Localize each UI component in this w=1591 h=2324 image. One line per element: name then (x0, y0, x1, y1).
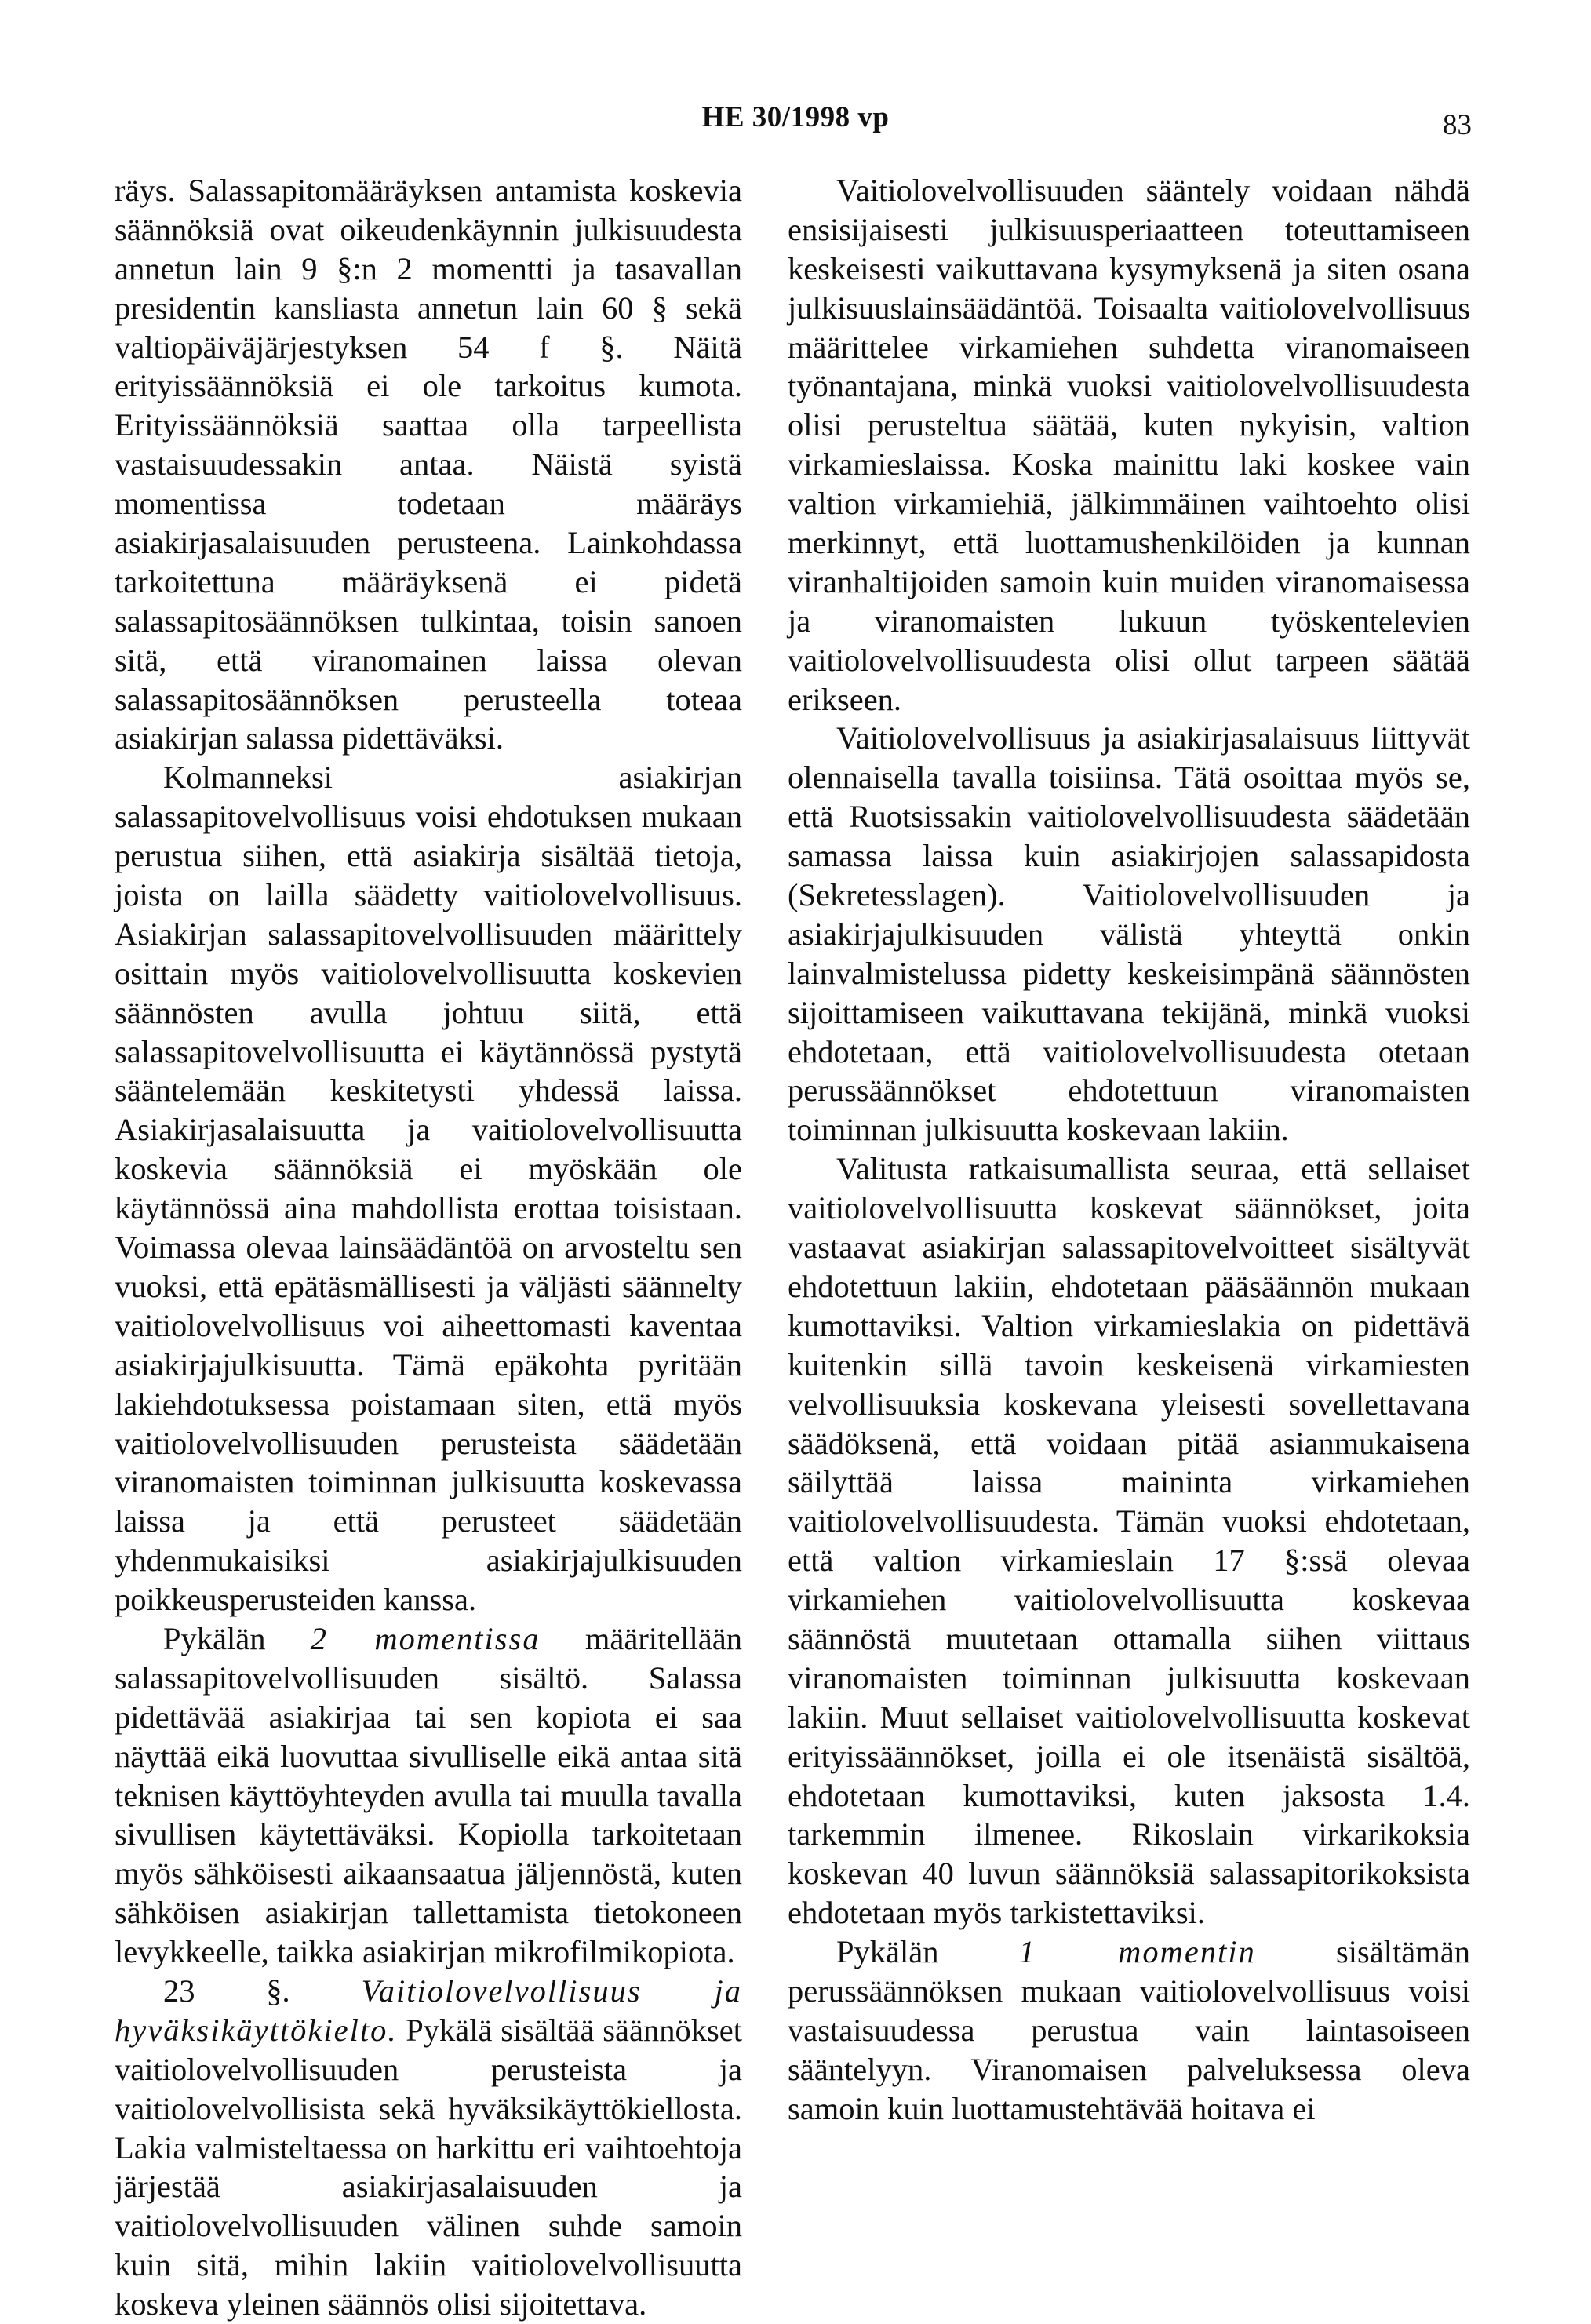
emphasis-text: 2 momentissa (310, 1620, 541, 1656)
emphasis-text: 1 momentin (1018, 1934, 1256, 1970)
right-column (788, 171, 1470, 2129)
document-title: HE 30/1998 vp (701, 101, 890, 133)
paragraph-lead: Pykälän (163, 1620, 311, 1656)
paragraph: Vaitiolovelvollisuuden sääntely voidaan nähdä ensisijaisesti julkisuusperiaatteen toteuttamiseen keskeisesti vaikuttavana kysymyksenä ja siten osana julkisuuslainsäädäntöä. Toisaalta vaitiolovelvollisuus määrittelee virkamiehen suhdetta viranomaiseen työnantajana, minkä vuoksi vaitiolovelvollisuudesta olisi perusteltua säätää, kuten nykyisin, valtion virkamieslaissa. Koska mainittu laki koskee vain valtion virkamiehiä, jälkimmäinen vaihtoehto olisi merkinnyt, että luottamushenkilöiden ja kunnan viranhaltijoiden samoin kuin muiden viranomaisessa ja viranomaisten lukuun työskentelevien vaitiolovelvollisuudesta olisi ollut tarpeen säätää erikseen. (788, 173, 1470, 717)
paragraph-lead: Pykälän (836, 1934, 1019, 1970)
paragraph-body: Pykälä sisältää säännökset vaitiolovelvollisuuden perusteista ja vaitiolovelvollisista sekä hyväksikäyttökiellosta. Lakia valmisteltaessa on harkittu eri vaihtoehtoja järjestää asiakirjasalaisuuden ja vaitiolovelvollisuuden välinen suhde samoin kuin sitä, mihin lakiin vaitiolovelvollisuutta koskeva yleinen säännös olisi sijoitettava. (115, 2012, 742, 2322)
section-heading: Vaitiolovelvollisuus ja hyväksikäyttökielto. (115, 1972, 742, 2048)
paragraph-body: määritellään salassapitovelvollisuuden sisältö. Salassa pidettävää asiakirjaa tai sen kopiota ei saa näyttää eikä luovuttaa sivulliselle eikä antaa sitä teknisen käyttöyhteyden avulla tai muulla tavalla sivullisen käytettäväksi. Kopiolla tarkoitetaan myös sähköisesti aikaansaatua jäljennöstä, kuten sähköisen asiakirjan tallettamista tietokoneen levykkeelle, taikka asiakirjan mikrofilmikopiota. (115, 1620, 742, 1970)
paragraph (115, 1619, 742, 1972)
paragraph: Valitusta ratkaisumallista seuraa, että sellaiset vaitiolovelvollisuutta koskevat säännökset, joita vastaavat asiakirjan salassapitovelvoitteet sisältyvät ehdotettuun lakiin, ehdotetaan pääsäännön mukaan kumottaviksi. Valtion virkamieslakia on pidettävä kuitenkin sillä tavoin keskeisenä virkamiesten velvollisuuksia koskevana yleisesti sovellettavana säädöksenä, että voidaan pitää asianmukaisena säilyttää laissa maininta virkamiehen vaitiolovelvollisuudesta. Tämän vuoksi ehdotetaan, että valtion virkamieslain 17 §:ssä olevaa virkamiehen vaitiolovelvollisuutta koskevaa säännöstä muutetaan ottamalla siihen viittaus viranomaisten toiminnan julkisuutta koskevaan lakiin. Muut sellaiset vaitiolovelvollisuutta koskevat erityissäännökset, joilla ei ole itsenäistä sisältöä, ehdotetaan kumottaviksi, kuten jaksosta 1.4. tarkemmin ilmenee. Rikoslain virkarikoksia koskevan 40 luvun säännöksiä salassapitorikoksista ehdotetaan myös tarkistettaviksi. (788, 1151, 1470, 1931)
paragraph: räys. Salassapitomääräyksen antamista koskevia säännöksiä ovat oikeudenkäynnin julkisuudesta annetun lain 9 §:n 2 momentti ja tasavallan presidentin kansliasta annetun lain 60 § sekä valtiopäiväjärjestyksen 54 f §. Näitä erityissäännöksiä ei ole tarkoitus kumota. Erityissäännöksiä saattaa olla tarpeellista vastaisuudessakin antaa. Näistä syistä momentissa todetaan määräys asiakirjasalaisuuden perusteena. Lainkohdassa tarkoitettuna määräyksenä ei pidetä salassapitosäännöksen tulkintaa, toisin sanoen sitä, että viranomainen laissa olevan salassapitosäännöksen perusteella toteaa asiakirjan salassa pidettäväksi. (115, 173, 742, 756)
paragraph (115, 1972, 742, 2324)
left-column (115, 171, 742, 2324)
paragraph-body: sisältämän perussäännöksen mukaan vaitiolovelvollisuus voisi vastaisuudessa perustua vain laintasoiseen sääntelyyn. Viranomaisen palveluksessa oleva samoin kuin luottamustehtävää hoitava ei (788, 1934, 1470, 2126)
page-number: 83 (1443, 109, 1472, 141)
paragraph (788, 1932, 1470, 2128)
paragraph: Vaitiolovelvollisuus ja asiakirjasalaisuus liittyvät olennaisella tavalla toisiinsa. Tätä osoittaa myös se, että Ruotsissakin vaitiolovelvollisuudesta säädetään samassa laissa kuin asiakirjojen salassapidosta (Sekretesslagen). Vaitiolovelvollisuuden ja asiakirjajulkisuuden välistä yhteyttä onkin lainvalmistelussa pidetty keskeisimpänä säännösten sijoittamiseen vaikuttavana tekijänä, minkä vuoksi ehdotetaan, että vaitiolovelvollisuudesta otetaan perussäännökset ehdotettuun viranomaisten toiminnan julkisuutta koskevaan lakiin. (788, 720, 1470, 1148)
paragraph: Kolmanneksi asiakirjan salassapitovelvollisuus voisi ehdotuksen mukaan perustua siihen, että asiakirja sisältää tietoja, joista on lailla säädetty vaitiolovelvollisuus. Asiakirjan salassapitovelvollisuuden määrittely osittain myös vaitiolovelvollisuutta koskevien säännösten avulla johtuu siitä, että salassapitovelvollisuutta ei käytännössä pystytä sääntelemään keskitetysti yhdessä laissa. Asiakirjasalaisuutta ja vaitiolovelvollisuutta koskevia säännöksiä ei myöskään ole käytännössä aina mahdollista erottaa toisistaan. Voimassa olevaa lainsäädäntöä on arvosteltu sen vuoksi, että epätäsmällisesti ja väljästi säännelty vaitiolovelvollisuus voi aiheettomasti kaventaa asiakirjajulkisuutta. Tämä epäkohta pyritään lakiehdotuksessa poistamaan siten, että myös vaitiolovelvollisuuden perusteista säädetään viranomaisten toiminnan julkisuutta koskevassa laissa ja että perusteet säädetään yhdenmukaisiksi asiakirjajulkisuuden poikkeusperusteiden kanssa. (115, 759, 742, 1618)
section-number: 23 §. (163, 1972, 362, 2009)
